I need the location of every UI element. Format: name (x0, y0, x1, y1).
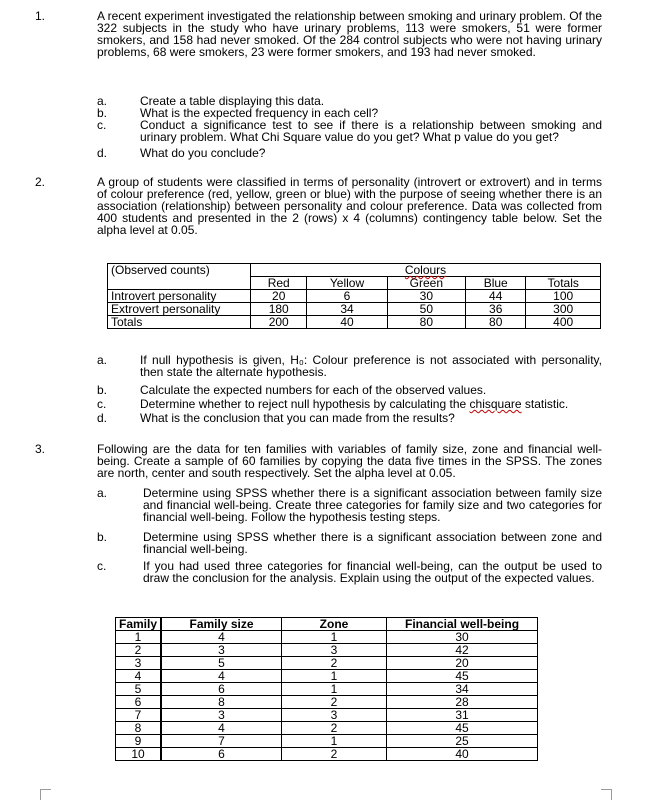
cell: 7 (161, 735, 282, 748)
q2-number: 2. (35, 175, 46, 189)
cell: 25 (387, 735, 538, 748)
cell: 2 (282, 657, 387, 670)
family-data-table (115, 617, 538, 761)
item-label: c. (97, 397, 107, 411)
cell: 3 (282, 644, 387, 657)
table-row (116, 735, 538, 748)
cell: 8 (161, 696, 282, 709)
cell: 6 (161, 748, 282, 761)
cell: 200 (251, 316, 307, 329)
item-text: If you had used three categories for financial well-being, can the output be used to draw the conclusion for the analysis. Explain using the output of the expected values. (143, 559, 602, 585)
row-label: Totals (108, 316, 251, 329)
table-row (116, 709, 538, 722)
cell: 45 (387, 722, 538, 735)
cell: 6 (161, 683, 282, 696)
cell: 2 (282, 696, 387, 709)
header-financial-well-being: Financial well-being (387, 618, 538, 631)
cell: 3 (282, 709, 387, 722)
cell: 1 (282, 683, 387, 696)
colour-personality-table (107, 263, 601, 329)
cell: 30 (387, 290, 465, 303)
item-label: a. (97, 353, 108, 367)
item-label: d. (97, 411, 108, 425)
table-row (116, 696, 538, 709)
cell: 4 (116, 670, 162, 683)
col-green: Green (387, 277, 465, 290)
cell: 40 (307, 316, 387, 329)
item-text: Create a table displaying this data. (140, 94, 325, 108)
table-row (116, 683, 538, 696)
cell: 4 (161, 631, 282, 644)
item-label: c. (97, 559, 107, 573)
q1-number: 1. (35, 9, 46, 23)
colours-header: Colours (251, 264, 601, 277)
item-text: Calculate the expected numbers for each of the observed values. (140, 383, 487, 397)
item-text: What is the conclusion that you can made from the results? (140, 411, 455, 425)
cell: 2 (282, 748, 387, 761)
cell: 5 (116, 683, 162, 696)
cell: 80 (466, 316, 526, 329)
item-label: a. (97, 94, 108, 108)
item-text: Determine whether to reject null hypothesis by calculating the chisquare statistic. (140, 397, 569, 411)
table-row (108, 303, 601, 316)
page-corner-mark-left (40, 789, 51, 800)
cell: 6 (116, 696, 162, 709)
cell: 45 (387, 670, 538, 683)
item-label: b. (97, 530, 108, 544)
header-family-size: Family size (161, 618, 282, 631)
item-label: b. (97, 106, 108, 120)
cell: 42 (387, 644, 538, 657)
q2-text: A group of students were classified in terms of personality (introvert or extrovert) and in terms of colour preference (red, yellow, green or blue) with the purpose of seeing whether there is an association (relationship) between personality and colour preference. Data was collected from 400 students and presented in the 2 (rows) x 4 (columns) contingency table below. Set the alpha level at 0.05. (97, 175, 602, 237)
item-text: What do you conclude? (140, 146, 266, 160)
cell: 3 (116, 657, 162, 670)
cell: 8 (116, 722, 162, 735)
table-row (116, 722, 538, 735)
cell: 6 (307, 290, 387, 303)
cell: 34 (307, 303, 387, 316)
cell: 3 (161, 709, 282, 722)
table-row (108, 290, 601, 303)
cell: 40 (387, 748, 538, 761)
header-family: Family (116, 618, 162, 631)
cell: 36 (466, 303, 526, 316)
cell: 180 (251, 303, 307, 316)
q3-text: Following are the data for ten families with variables of family size, zone and financial well-being. Create a sample of 60 families by copying the data five times in the SPSS. The zones are north, center and south respectively. Set the alpha level at 0.05. (97, 442, 602, 480)
item-label: b. (97, 383, 108, 397)
cell: 7 (116, 709, 162, 722)
table-row (116, 670, 538, 683)
item-text: Determine using SPSS whether there is a significant association between zone and financial well-being. (143, 530, 602, 556)
cell: 31 (387, 709, 538, 722)
cell: 28 (387, 696, 538, 709)
item-text: If null hypothesis is given, H₀: Colour preference is not associated with personality, then state the alternate hypothesis. (140, 353, 602, 379)
corner-label: (Observed counts) (108, 264, 251, 290)
cell: 1 (282, 735, 387, 748)
item-text: What is the expected frequency in each cell? (140, 106, 379, 120)
header-zone: Zone (282, 618, 387, 631)
cell: 20 (251, 290, 307, 303)
cell: 80 (387, 316, 465, 329)
page-corner-mark-right (601, 789, 612, 800)
item-text: Determine using SPSS whether there is a significant association between family size and financial well-being. Create three categories for family size and two categories for financial well-being. Follow the hypothesis testing steps. (143, 486, 602, 524)
item-label: d. (97, 146, 108, 160)
q1-text: A recent experiment investigated the relationship between smoking and urinary problem. Of the 322 subjects in the study who have urinary problems, 113 were smokers, 51 were former smokers, and 158 had never smoked. Of the 284 control subjects who were not having urinary problems, 68 were smokers, 23 were former smokers, and 193 had never smoked. (97, 9, 602, 59)
item-label: a. (97, 486, 108, 500)
col-red: Red (251, 277, 307, 290)
item-label: c. (97, 118, 107, 132)
table-row (116, 644, 538, 657)
cell: 30 (387, 631, 538, 644)
cell: 2 (282, 722, 387, 735)
row-label: Introvert personality (108, 290, 251, 303)
cell: 34 (387, 683, 538, 696)
cell: 9 (116, 735, 162, 748)
table-row (116, 631, 538, 644)
cell: 1 (282, 670, 387, 683)
cell: 1 (282, 631, 387, 644)
cell: 2 (116, 644, 162, 657)
cell: 4 (161, 670, 282, 683)
cell: 50 (387, 303, 465, 316)
table-row (116, 748, 538, 761)
cell: 44 (466, 290, 526, 303)
item-text: Conduct a significance test to see if there is a relationship between smoking and urinary problem. What Chi Square value do you get? What p value do you get? (140, 118, 602, 144)
cell: 1 (116, 631, 162, 644)
table-row (108, 316, 601, 329)
cell: 5 (161, 657, 282, 670)
cell: 4 (161, 722, 282, 735)
row-label: Extrovert personality (108, 303, 251, 316)
col-blue: Blue (466, 277, 526, 290)
col-totals: Totals (526, 277, 601, 290)
cell: 3 (161, 644, 282, 657)
cell: 20 (387, 657, 538, 670)
q3-number: 3. (35, 442, 46, 456)
col-yellow: Yellow (307, 277, 387, 290)
table-row (116, 657, 538, 670)
cell: 10 (116, 748, 162, 761)
cell: 400 (526, 316, 601, 329)
cell: 300 (526, 303, 601, 316)
cell: 100 (526, 290, 601, 303)
